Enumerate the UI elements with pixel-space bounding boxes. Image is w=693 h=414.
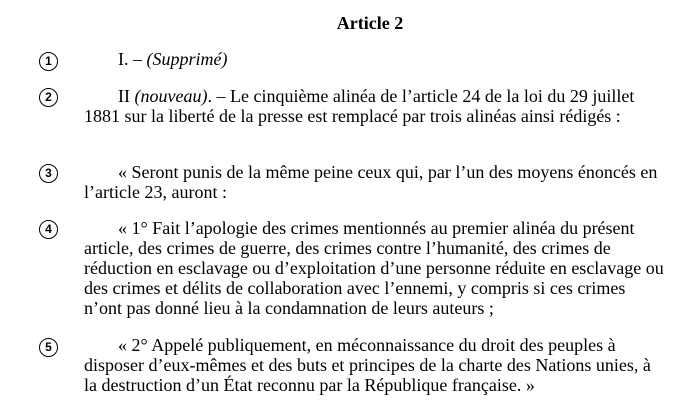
paragraph-5 bbox=[84, 335, 664, 395]
paragraph-4 bbox=[84, 218, 664, 318]
paragraph-number-2: 2 bbox=[39, 88, 58, 107]
paragraph-number-5: 5 bbox=[39, 338, 58, 357]
paragraph-2 bbox=[84, 86, 664, 126]
paragraph-5-text: « 2° Appelé publiquement, en méconnaissance du droit des peuples à disposer d’eux-mêmes et des buts et principes de la charte des Nations unies, à la destruction d’un État reconnu par la République française. » bbox=[84, 335, 651, 395]
paragraph-2-rest: . – Le cinquième alinéa de l’article 24 de la loi du 29 juillet 1881 sur la liberté de la presse est remplacé par trois alinéas ainsi rédigés : bbox=[84, 86, 635, 126]
paragraph-3-text: « Seront punis de la même peine ceux qui, par l’un des moyens énoncés en l’article 23, auront : bbox=[84, 162, 658, 202]
paragraph-4-text: « 1° Fait l’apologie des crimes mentionnés au premier alinéa du présent article, des crimes de guerre, des crimes contre l’humanité, des crimes de réduction en esclavage ou d’exploitation d’une personne réduite en esclavage ou des crimes et délits de collaboration avec l’ennemi, y compris si ces crimes n’ont pas donné lieu à la condamnation de leurs auteurs ; bbox=[84, 218, 664, 318]
paragraph-number-4: 4 bbox=[39, 220, 58, 239]
paragraph-2-lead: II bbox=[118, 86, 135, 106]
paragraph-number-1: 1 bbox=[39, 52, 58, 71]
paragraph-1 bbox=[84, 49, 664, 69]
article-title: Article 2 bbox=[336, 13, 404, 33]
paragraph-2-italic: (nouveau) bbox=[134, 86, 208, 106]
paragraph-1-lead: I. – bbox=[118, 49, 147, 69]
paragraph-1-italic: (Supprimé) bbox=[146, 49, 228, 69]
paragraph-number-3: 3 bbox=[39, 164, 58, 183]
paragraph-3 bbox=[84, 162, 664, 202]
